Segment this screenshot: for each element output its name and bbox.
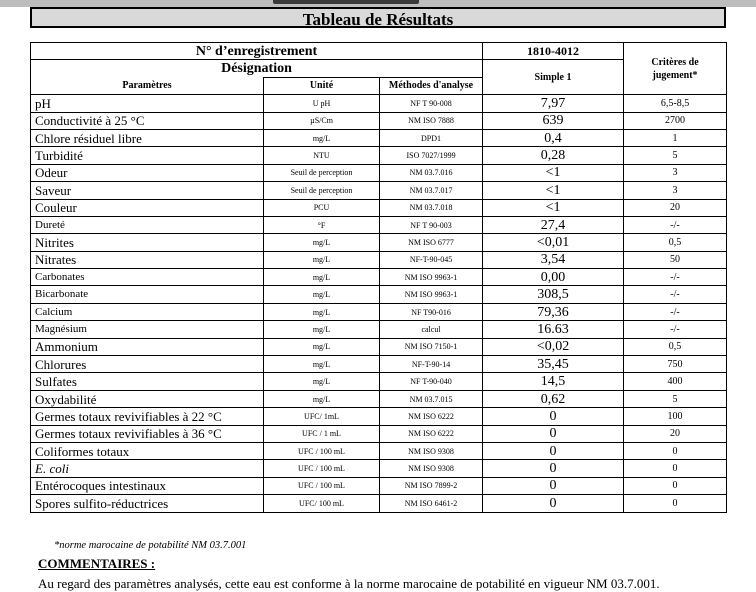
criteria-cell: 0,5 bbox=[624, 338, 727, 355]
value-cell: 35,45 bbox=[483, 356, 624, 373]
unit-cell: UFC / 100 mL bbox=[264, 460, 380, 477]
parameter-cell: Coliformes totaux bbox=[31, 442, 264, 459]
value-cell: 0 bbox=[483, 425, 624, 442]
table-row bbox=[31, 373, 727, 390]
criteria-cell: 0 bbox=[624, 495, 727, 512]
criteria-cell: 0,5 bbox=[624, 234, 727, 251]
method-cell: NM ISO 9963-1 bbox=[380, 286, 483, 303]
table-row bbox=[31, 234, 727, 251]
table-row bbox=[31, 338, 727, 355]
parameter-cell: Chlorures bbox=[31, 356, 264, 373]
method-cell: NM 03.7.017 bbox=[380, 182, 483, 199]
table-row bbox=[31, 408, 727, 425]
parameter-cell: Entérocoques intestinaux bbox=[31, 477, 264, 494]
parameter-cell: Couleur bbox=[31, 199, 264, 216]
unit-cell: mg/L bbox=[264, 129, 380, 146]
table-row bbox=[31, 477, 727, 494]
designation-label: Désignation bbox=[31, 60, 483, 77]
method-cell: NM 03.7.016 bbox=[380, 164, 483, 181]
table-row bbox=[31, 129, 727, 146]
parameter-cell: Magnésium bbox=[31, 321, 264, 338]
method-cell: NM ISO 7150-1 bbox=[380, 338, 483, 355]
unit-cell: Seuil de perception bbox=[264, 164, 380, 181]
unit-cell: mg/L bbox=[264, 390, 380, 407]
method-cell: NM ISO 6777 bbox=[380, 234, 483, 251]
parameter-cell: Saveur bbox=[31, 182, 264, 199]
method-cell: NF T-90-040 bbox=[380, 373, 483, 390]
value-cell: 79,36 bbox=[483, 303, 624, 320]
method-cell: NF T 90-003 bbox=[380, 216, 483, 233]
parameter-cell: Nitrites bbox=[31, 234, 264, 251]
unit-cell: mg/L bbox=[264, 373, 380, 390]
method-cell: DPD1 bbox=[380, 129, 483, 146]
method-cell: ISO 7027/1999 bbox=[380, 147, 483, 164]
value-cell: 0 bbox=[483, 495, 624, 512]
col-methods: Méthodes d'analyse bbox=[380, 77, 483, 94]
parameter-cell: Dureté bbox=[31, 216, 264, 233]
value-cell: 27,4 bbox=[483, 216, 624, 233]
table-row bbox=[31, 164, 727, 181]
table-row bbox=[31, 95, 727, 112]
col-parameters: Paramètres bbox=[31, 77, 264, 94]
criteria-cell: 20 bbox=[624, 199, 727, 216]
table-row bbox=[31, 112, 727, 129]
parameter-cell: Spores sulfito-réductrices bbox=[31, 495, 264, 512]
value-cell: 16.63 bbox=[483, 321, 624, 338]
designation-row bbox=[31, 60, 727, 77]
value-cell: 0 bbox=[483, 408, 624, 425]
criteria-cell: 100 bbox=[624, 408, 727, 425]
parameter-cell: Conductivité à 25 °C bbox=[31, 112, 264, 129]
criteria-cell: 400 bbox=[624, 373, 727, 390]
window-tab bbox=[273, 0, 419, 4]
value-cell: 3,54 bbox=[483, 251, 624, 268]
criteria-cell: -/- bbox=[624, 216, 727, 233]
method-cell: NF T90-016 bbox=[380, 303, 483, 320]
criteria-cell: 5 bbox=[624, 390, 727, 407]
unit-cell: mg/L bbox=[264, 286, 380, 303]
method-cell: NM 03.7.015 bbox=[380, 390, 483, 407]
value-cell: 308,5 bbox=[483, 286, 624, 303]
method-cell: NM ISO 6222 bbox=[380, 408, 483, 425]
value-cell: 639 bbox=[483, 112, 624, 129]
table-row bbox=[31, 199, 727, 216]
criteria-cell: -/- bbox=[624, 321, 727, 338]
unit-cell: NTU bbox=[264, 147, 380, 164]
value-cell: 0,28 bbox=[483, 147, 624, 164]
sample-header: Simple 1 bbox=[483, 60, 624, 95]
parameter-cell: Carbonates bbox=[31, 269, 264, 286]
method-cell: NF T 90-008 bbox=[380, 95, 483, 112]
col-unit: Unité bbox=[264, 77, 380, 94]
method-cell: NM ISO 9308 bbox=[380, 442, 483, 459]
registration-label: N° d’enregistrement bbox=[31, 43, 483, 60]
method-cell: NM ISO 9963-1 bbox=[380, 269, 483, 286]
unit-cell: UFC / 100 mL bbox=[264, 442, 380, 459]
value-cell: <1 bbox=[483, 199, 624, 216]
results-table bbox=[30, 42, 727, 513]
parameter-cell: pH bbox=[31, 95, 264, 112]
criteria-cell: 3 bbox=[624, 164, 727, 181]
method-cell: NF-T-90-045 bbox=[380, 251, 483, 268]
method-cell: NF-T-90-14 bbox=[380, 356, 483, 373]
table-row bbox=[31, 251, 727, 268]
parameter-cell: E. coli bbox=[31, 460, 264, 477]
unit-cell: mg/L bbox=[264, 234, 380, 251]
value-cell: 0,4 bbox=[483, 129, 624, 146]
unit-cell: °F bbox=[264, 216, 380, 233]
method-cell: calcul bbox=[380, 321, 483, 338]
table-row bbox=[31, 495, 727, 512]
value-cell: <1 bbox=[483, 164, 624, 181]
criteria-cell: 20 bbox=[624, 425, 727, 442]
footnote: *norme marocaine de potabilité NM 03.7.001 bbox=[54, 540, 247, 551]
registration-row bbox=[31, 43, 727, 60]
unit-cell: mg/L bbox=[264, 303, 380, 320]
method-cell: NM ISO 6461-2 bbox=[380, 495, 483, 512]
unit-cell: UFC/ 100 mL bbox=[264, 495, 380, 512]
unit-cell: UFC / 1 mL bbox=[264, 425, 380, 442]
parameter-cell: Bicarbonate bbox=[31, 286, 264, 303]
unit-cell: PCU bbox=[264, 199, 380, 216]
parameter-cell: Oxydabilité bbox=[31, 390, 264, 407]
criteria-cell: 5 bbox=[624, 147, 727, 164]
parameter-cell: Turbidité bbox=[31, 147, 264, 164]
criteria-cell: 1 bbox=[624, 129, 727, 146]
table-row bbox=[31, 356, 727, 373]
table-row bbox=[31, 303, 727, 320]
value-cell: <1 bbox=[483, 182, 624, 199]
value-cell: 7,97 bbox=[483, 95, 624, 112]
value-cell: 0,62 bbox=[483, 390, 624, 407]
parameter-cell: Calcium bbox=[31, 303, 264, 320]
method-cell: NM ISO 7899-2 bbox=[380, 477, 483, 494]
table-row bbox=[31, 442, 727, 459]
parameter-cell: Ammonium bbox=[31, 338, 264, 355]
comments-title: COMMENTAIRES : bbox=[38, 556, 156, 571]
criteria-cell: 3 bbox=[624, 182, 727, 199]
criteria-cell: 0 bbox=[624, 477, 727, 494]
value-cell: <0,02 bbox=[483, 338, 624, 355]
table-row bbox=[31, 460, 727, 477]
value-cell: 0 bbox=[483, 477, 624, 494]
table-row bbox=[31, 216, 727, 233]
unit-cell: mg/L bbox=[264, 321, 380, 338]
registration-number: 1810-4012 bbox=[483, 43, 624, 60]
parameter-cell: Nitrates bbox=[31, 251, 264, 268]
unit-cell: U pH bbox=[264, 95, 380, 112]
method-cell: NM ISO 6222 bbox=[380, 425, 483, 442]
comments-body: Au regard des paramètres analysés, cette eau est conforme à la norme marocaine de potabilité en vigueur NM 03.7.001. bbox=[38, 576, 660, 591]
method-cell: NM 03.7.018 bbox=[380, 199, 483, 216]
table-row bbox=[31, 182, 727, 199]
unit-cell: mg/L bbox=[264, 338, 380, 355]
window-top-bar bbox=[0, 0, 756, 7]
unit-cell: Seuil de perception bbox=[264, 182, 380, 199]
table-row bbox=[31, 321, 727, 338]
parameter-cell: Germes totaux revivifiables à 22 °C bbox=[31, 408, 264, 425]
criteria-cell: 50 bbox=[624, 251, 727, 268]
table-row bbox=[31, 147, 727, 164]
criteria-cell: 2700 bbox=[624, 112, 727, 129]
unit-cell: mg/L bbox=[264, 356, 380, 373]
value-cell: <0,01 bbox=[483, 234, 624, 251]
unit-cell: UFC/ 1mL bbox=[264, 408, 380, 425]
method-cell: NM ISO 9308 bbox=[380, 460, 483, 477]
unit-cell: UFC / 100 mL bbox=[264, 477, 380, 494]
table-row bbox=[31, 286, 727, 303]
criteria-cell: -/- bbox=[624, 303, 727, 320]
parameter-cell: Chlore résiduel libre bbox=[31, 129, 264, 146]
criteria-header: Critères de jugement* bbox=[624, 43, 727, 95]
criteria-cell: 6,5-8,5 bbox=[624, 95, 727, 112]
parameter-cell: Sulfates bbox=[31, 373, 264, 390]
criteria-cell: 0 bbox=[624, 442, 727, 459]
table-row bbox=[31, 425, 727, 442]
value-cell: 14,5 bbox=[483, 373, 624, 390]
value-cell: 0 bbox=[483, 442, 624, 459]
criteria-cell: 750 bbox=[624, 356, 727, 373]
table-row bbox=[31, 390, 727, 407]
value-cell: 0,00 bbox=[483, 269, 624, 286]
parameter-cell: Germes totaux revivifiables à 36 °C bbox=[31, 425, 264, 442]
page-title: Tableau de Résultats bbox=[30, 7, 726, 28]
method-cell: NM ISO 7888 bbox=[380, 112, 483, 129]
value-cell: 0 bbox=[483, 460, 624, 477]
parameter-cell: Odeur bbox=[31, 164, 264, 181]
unit-cell: mg/L bbox=[264, 269, 380, 286]
criteria-cell: -/- bbox=[624, 286, 727, 303]
criteria-cell: 0 bbox=[624, 460, 727, 477]
table-row bbox=[31, 269, 727, 286]
unit-cell: mg/L bbox=[264, 251, 380, 268]
unit-cell: µS/Cm bbox=[264, 112, 380, 129]
criteria-cell: -/- bbox=[624, 269, 727, 286]
